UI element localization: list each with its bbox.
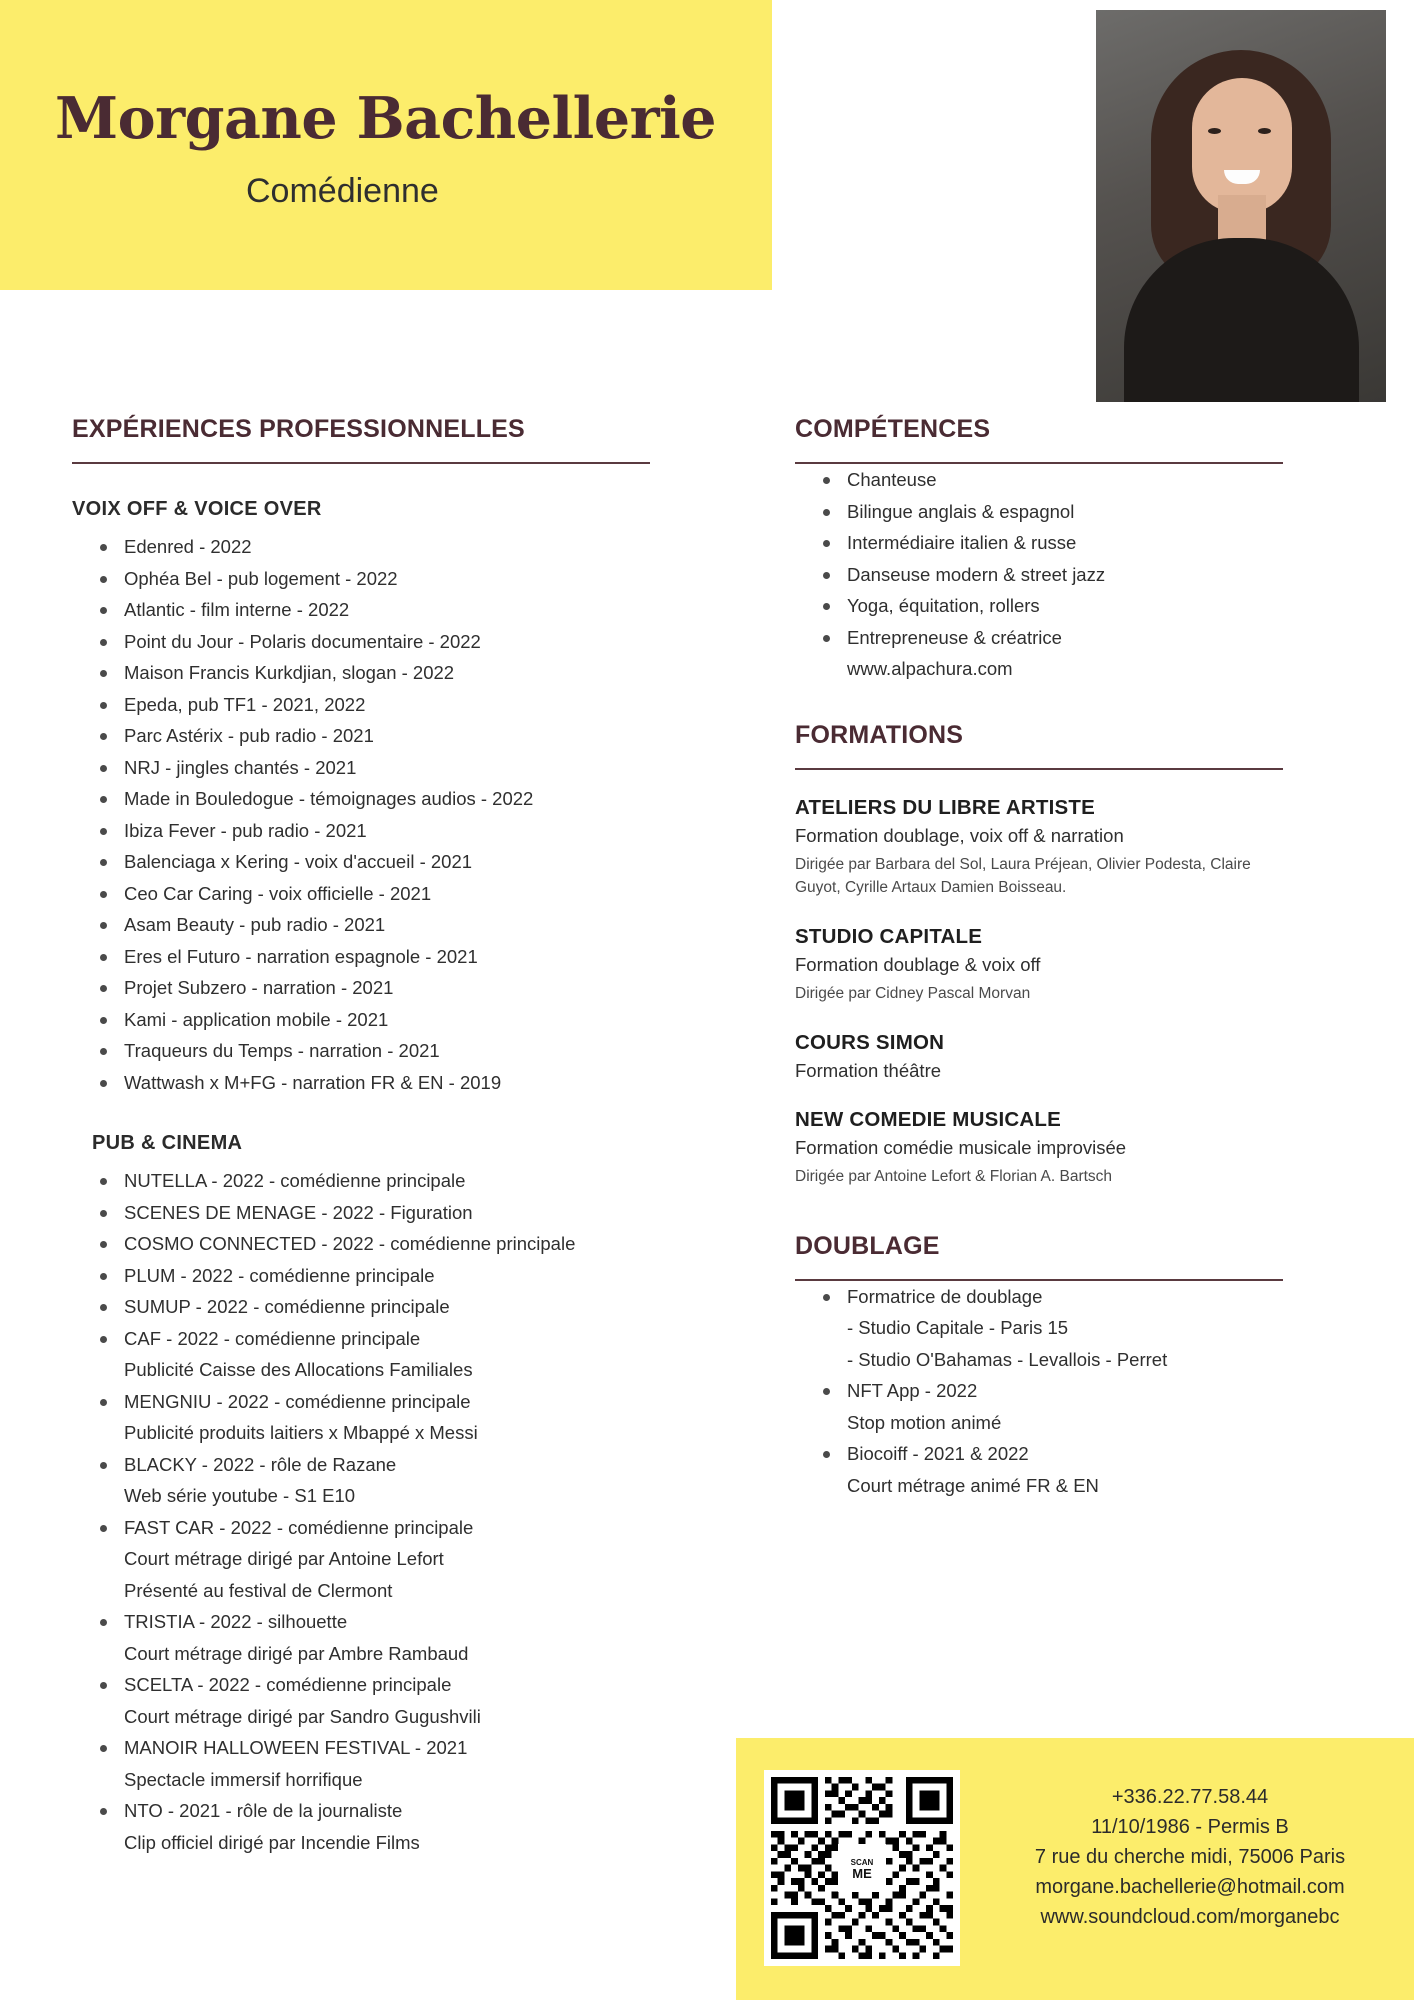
list-item-text: Atlantic - film interne - 2022	[124, 599, 350, 620]
formation-note: Dirigée par Antoine Lefort & Florian A. Bartsch	[795, 1167, 1113, 1185]
list-item-text: Edenred - 2022	[124, 536, 252, 557]
list-item-detail: Publicité Caisse des Allocations Familiales	[124, 1359, 473, 1380]
list-item-detail: - Studio Capitale - Paris 15	[847, 1317, 1069, 1338]
formations-list	[795, 796, 1295, 1188]
contact-line: 11/10/1986 - Permis B	[1091, 1816, 1289, 1838]
list-item-detail: Court métrage dirigé par Antoine Lefort	[124, 1548, 444, 1569]
list-item-text: Entrepreneuse & créatrice	[847, 626, 1062, 648]
section-title-competences: COMPÉTENCES	[795, 415, 991, 443]
list-item	[821, 1281, 1295, 1376]
list-item-text: Asam Beauty - pub radio - 2021	[124, 914, 386, 935]
qr-scan-label: SCAN	[850, 1858, 874, 1867]
contact-line: morgane.bachellerie@hotmail.com	[1035, 1876, 1345, 1898]
list-item-text: SCELTA - 2022 - comédienne principale	[124, 1674, 452, 1695]
list-item-text: Point du Jour - Polaris documentaire - 2022	[124, 630, 481, 652]
list-item-text: Balenciaga x Kering - voix d'accueil - 2021	[124, 851, 473, 872]
list-item-text: Bilingue anglais & espagnol	[847, 500, 1075, 522]
contact-line: +336.22.77.58.44	[1111, 1786, 1269, 1808]
list-item-text: NUTELLA - 2022 - comédienne principale	[124, 1170, 466, 1191]
list-item	[98, 563, 672, 595]
list-item-detail: Clip officiel dirigé par Incendie Films	[124, 1831, 420, 1853]
list-item-text: PLUM - 2022 - comédienne principale	[124, 1264, 435, 1286]
list-item	[98, 689, 672, 721]
list-item-text: CAF - 2022 - comédienne principale	[124, 1327, 421, 1349]
list-item	[98, 972, 672, 1004]
list-item	[98, 941, 672, 973]
formation-name: COURS SIMON	[795, 1030, 945, 1054]
formation-subtitle: Formation théâtre	[795, 1059, 942, 1081]
section-title-doublage: DOUBLAGE	[795, 1231, 940, 1260]
subsection-title-voice-over: VOIX OFF & VOICE OVER	[72, 498, 322, 520]
portrait-body	[1124, 238, 1359, 402]
list-item-text: Traqueurs du Temps - narration - 2021	[124, 1040, 440, 1061]
list-item-text: Maison Francis Kurkdjian, slogan - 2022	[124, 662, 455, 683]
list-item-text: BLACKY - 2022 - rôle de Razane	[124, 1453, 397, 1475]
list-item-text: Wattwash x M+FG - narration FR & EN - 2019	[124, 1071, 502, 1093]
list-item	[821, 622, 1295, 685]
contact-details	[980, 1782, 1400, 1932]
list-item-text: NFT App - 2022	[847, 1380, 978, 1401]
list-item-text: Ceo Car Caring - voix officielle - 2021	[124, 882, 432, 904]
contact-line: www.soundcloud.com/morganebc	[1040, 1906, 1340, 1928]
list-item	[98, 1035, 672, 1067]
list-item-text: SUMUP - 2022 - comédienne principale	[124, 1296, 450, 1317]
formation-block	[795, 1031, 1295, 1082]
list-item-text: SCENES DE MENAGE - 2022 - Figuration	[124, 1201, 473, 1223]
formation-subtitle: Formation comédie musicale improvisée	[795, 1136, 1127, 1158]
formation-block	[795, 1108, 1295, 1188]
list-item-detail: Web série youtube - S1 E10	[124, 1485, 356, 1506]
section-title-formations: FORMATIONS	[795, 720, 964, 749]
list-item	[98, 1669, 672, 1732]
list-item-text: COSMO CONNECTED - 2022 - comédienne principale	[124, 1233, 576, 1254]
list-item	[98, 1197, 672, 1229]
list-item	[98, 1260, 672, 1292]
list-item	[98, 1067, 672, 1099]
list-item	[98, 752, 672, 784]
list-item	[821, 1438, 1295, 1501]
formation-block	[795, 925, 1295, 1005]
section-divider	[72, 462, 650, 464]
list-item-text: NTO - 2021 - rôle de la journaliste	[124, 1800, 403, 1821]
list-item-text: FAST CAR - 2022 - comédienne principale	[124, 1516, 474, 1538]
list-item-detail: Publicité produits laitiers x Mbappé x Messi	[124, 1422, 478, 1443]
portrait-eye-right	[1258, 128, 1271, 134]
job-title: Comédienne	[246, 172, 439, 210]
list-item-text: Biocoiff - 2021 & 2022	[847, 1443, 1029, 1464]
list-item	[98, 720, 672, 752]
list-item-text: Intermédiaire italien & russe	[847, 532, 1077, 553]
contact-line: 7 rue du cherche midi, 75006 Paris	[1034, 1846, 1346, 1868]
list-item	[98, 531, 672, 563]
list-item-detail: Spectacle immersif horrifique	[124, 1768, 363, 1790]
list-item	[98, 1228, 672, 1260]
list-item	[98, 878, 672, 910]
list-item	[98, 1323, 672, 1386]
pub-cinema-list	[72, 1165, 672, 1858]
list-item	[821, 559, 1295, 591]
list-item	[821, 496, 1295, 528]
list-item-detail: www.alpachura.com	[847, 658, 1013, 679]
list-item-text: Ibiza Fever - pub radio - 2021	[124, 819, 367, 841]
formation-note: Dirigée par Cidney Pascal Morvan	[795, 984, 1031, 1002]
list-item	[98, 783, 672, 815]
list-item-text: Projet Subzero - narration - 2021	[124, 977, 394, 998]
list-item	[98, 594, 672, 626]
list-item	[98, 909, 672, 941]
formation-subtitle: Formation doublage & voix off	[795, 953, 1041, 975]
competences-list	[795, 464, 1295, 685]
list-item-text: Eres el Futuro - narration espagnole - 2021	[124, 945, 478, 967]
list-item-text: MENGNIU - 2022 - comédienne principale	[124, 1390, 471, 1412]
portrait-photo	[1096, 10, 1386, 402]
subsection-title-pub-cinema: PUB & CINEMA	[92, 1132, 243, 1154]
list-item	[98, 846, 672, 878]
skills-column	[795, 415, 1295, 1501]
list-item	[98, 626, 672, 658]
voice-over-list	[72, 531, 672, 1098]
formation-name: NEW COMEDIE MUSICALE	[795, 1107, 1061, 1131]
section-divider	[795, 768, 1283, 770]
list-item	[98, 657, 672, 689]
list-item	[821, 464, 1295, 496]
doublage-list	[795, 1281, 1295, 1502]
formation-subtitle: Formation doublage, voix off & narration	[795, 824, 1124, 846]
list-item-text: Ophéa Bel - pub logement - 2022	[124, 567, 398, 589]
list-item	[98, 1291, 672, 1323]
list-item	[98, 1386, 672, 1449]
list-item	[821, 590, 1295, 622]
portrait-eye-left	[1208, 128, 1221, 134]
list-item-text: Danseuse modern & street jazz	[847, 563, 1106, 585]
list-item-text: Yoga, équitation, rollers	[847, 595, 1040, 616]
list-item	[98, 1732, 672, 1795]
section-title-experiences: EXPÉRIENCES PROFESSIONNELLES	[72, 415, 525, 443]
list-item	[98, 1004, 672, 1036]
list-item-text: Kami - application mobile - 2021	[124, 1008, 389, 1030]
experience-column	[72, 415, 672, 1858]
list-item-text: Parc Astérix - pub radio - 2021	[124, 725, 374, 746]
list-item	[98, 1449, 672, 1512]
page-title: Morgane Bachellerie	[55, 85, 717, 152]
formation-name: STUDIO CAPITALE	[795, 924, 983, 948]
list-item-text: Chanteuse	[847, 469, 937, 490]
list-item-detail: Stop motion animé	[847, 1411, 1002, 1433]
list-item-detail: Court métrage dirigé par Sandro Gugushvili	[124, 1705, 481, 1727]
list-item-text: TRISTIA - 2022 - silhouette	[124, 1611, 348, 1632]
list-item-text: Formatrice de doublage	[847, 1285, 1043, 1307]
portrait-face	[1192, 78, 1292, 213]
qr-me-label: ME	[852, 1866, 872, 1881]
list-item-text: Made in Bouledogue - témoignages audios - 2022	[124, 788, 534, 809]
list-item-detail: Court métrage animé FR & EN	[847, 1474, 1099, 1496]
list-item	[98, 815, 672, 847]
list-item	[821, 1375, 1295, 1438]
formation-note: Dirigée par Barbara del Sol, Laura Préjean, Olivier Podesta, Claire Guyot, Cyrille Artaux Damien Boisseau.	[795, 855, 1251, 896]
list-item	[98, 1165, 672, 1197]
list-item	[821, 527, 1295, 559]
list-item-detail: Présenté au festival de Clermont	[124, 1579, 393, 1601]
qr-code[interactable]	[764, 1770, 960, 1966]
list-item	[98, 1512, 672, 1607]
list-item	[98, 1795, 672, 1858]
list-item	[98, 1606, 672, 1669]
list-item-detail: Court métrage dirigé par Ambre Rambaud	[124, 1642, 469, 1664]
list-item-text: Epeda, pub TF1 - 2021, 2022	[124, 693, 366, 715]
formation-block	[795, 796, 1295, 899]
list-item-detail: - Studio O'Bahamas - Levallois - Perret	[847, 1348, 1168, 1370]
list-item-text: NRJ - jingles chantés - 2021	[124, 756, 357, 778]
list-item-text: MANOIR HALLOWEEN FESTIVAL - 2021	[124, 1737, 468, 1758]
formation-name: ATELIERS DU LIBRE ARTISTE	[795, 795, 1095, 819]
